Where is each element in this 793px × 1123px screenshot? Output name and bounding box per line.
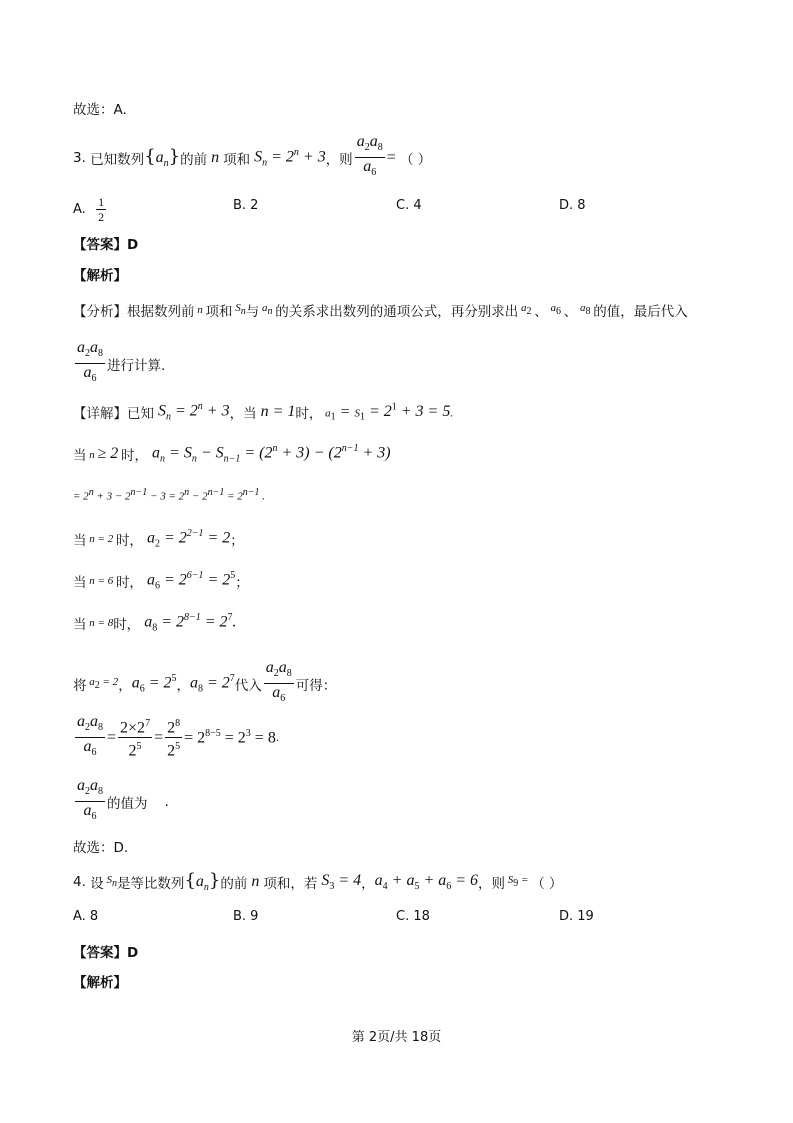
detail-line-2: 当 n ≥ 2 时， $a_n = S_n - S_{n-1} = (2^n + 3) - (2^{n-1} + 3)$ xyxy=(73,443,391,465)
substitution-line: 将 $a_2 = 2$ ， $a_6 = 2^5$ ， $a_8 = 2^7$ 代入 $\frac{a_2a_8}{a_6}$ 可得： xyxy=(73,659,337,705)
detail-line-n2: 当 n = 2 时， $a_2 = 2^{2-1} = 2$ ； xyxy=(73,528,244,550)
analysis-heading: 【解析】 xyxy=(73,268,127,284)
option-a: A. $\frac{1}{2}$ xyxy=(73,195,105,224)
question-3-stem: 3. 已知数列 $\{a_n\}$ 的前 n 项和 $S_n = 2^n + 3$ ，则 $\frac{a_2a_8}{a_6}$ = （ ） xyxy=(73,133,432,179)
answer-label: 【答案】D xyxy=(73,237,139,253)
detail-line-1: 【详解】已知 $S_n = 2^n + 3$ ，当 n = 1 时， $a_1 = S_1 = 2^1 + 3 = 5$. xyxy=(73,401,454,423)
value-line: $\frac{a_2a_8}{a_6}$ 的值为 . xyxy=(77,777,169,823)
page-footer: 第 2页/共 18页 xyxy=(351,1030,442,1045)
q4-answer-label: 【答案】D xyxy=(73,945,139,961)
previous-answer-choice: 故选：A. xyxy=(73,102,127,118)
q4-option-c: C. 18 xyxy=(396,909,430,924)
detail-line-n8: 当 n = 8 时， $a_8 = 2^{8-1} = 2^7$. xyxy=(73,612,237,634)
q4-option-a: A. 8 xyxy=(73,909,99,924)
detail-line-n6: 当 n = 6 时， $a_6 = 2^{6-1} = 2^5$ ； xyxy=(73,570,249,592)
option-d: D. 8 xyxy=(559,198,586,213)
final-answer-choice: 故选：D. xyxy=(73,840,129,856)
option-c: C. 4 xyxy=(396,198,422,213)
option-b: B. 2 xyxy=(233,198,259,213)
q4-option-b: B. 9 xyxy=(233,909,259,924)
computation-line: $\frac{a_2a_8}{a_6}$ = $\frac{2\times 2^7}{2^5}$ = $\frac{2^8}{2^5}$ = $2^{8-5} = 2^3 = 8$ . xyxy=(77,713,280,760)
q4-option-d: D. 19 xyxy=(559,909,594,924)
question-4-stem: 4. 设 $S_n$ 是等比数列 $\{a_n\}$ 的前 n 项和，若 $S_3 = 4$ ， $a_4 + a_5 + a_6 = 6$ ，则 $S_9$ = （ ） xyxy=(73,870,563,894)
q4-analysis-heading: 【解析】 xyxy=(73,975,127,991)
analysis-text: 【分析】根据数列前 n 项和 $S_n$ 与 $a_n$ 的关系求出数列的通项公式，再分别求出 $a_2$ 、 $a_6$ 、 $a_8$ 的值，最后代入 xyxy=(73,302,688,320)
detail-line-3: = $2^n + 3 - 2^{n-1} - 3 = 2^n - 2^{n-1} = 2^{n-1}$ . xyxy=(73,487,266,503)
analysis-fraction-line: $\frac{a_2a_8}{a_6}$ 进行计算. xyxy=(77,339,166,385)
